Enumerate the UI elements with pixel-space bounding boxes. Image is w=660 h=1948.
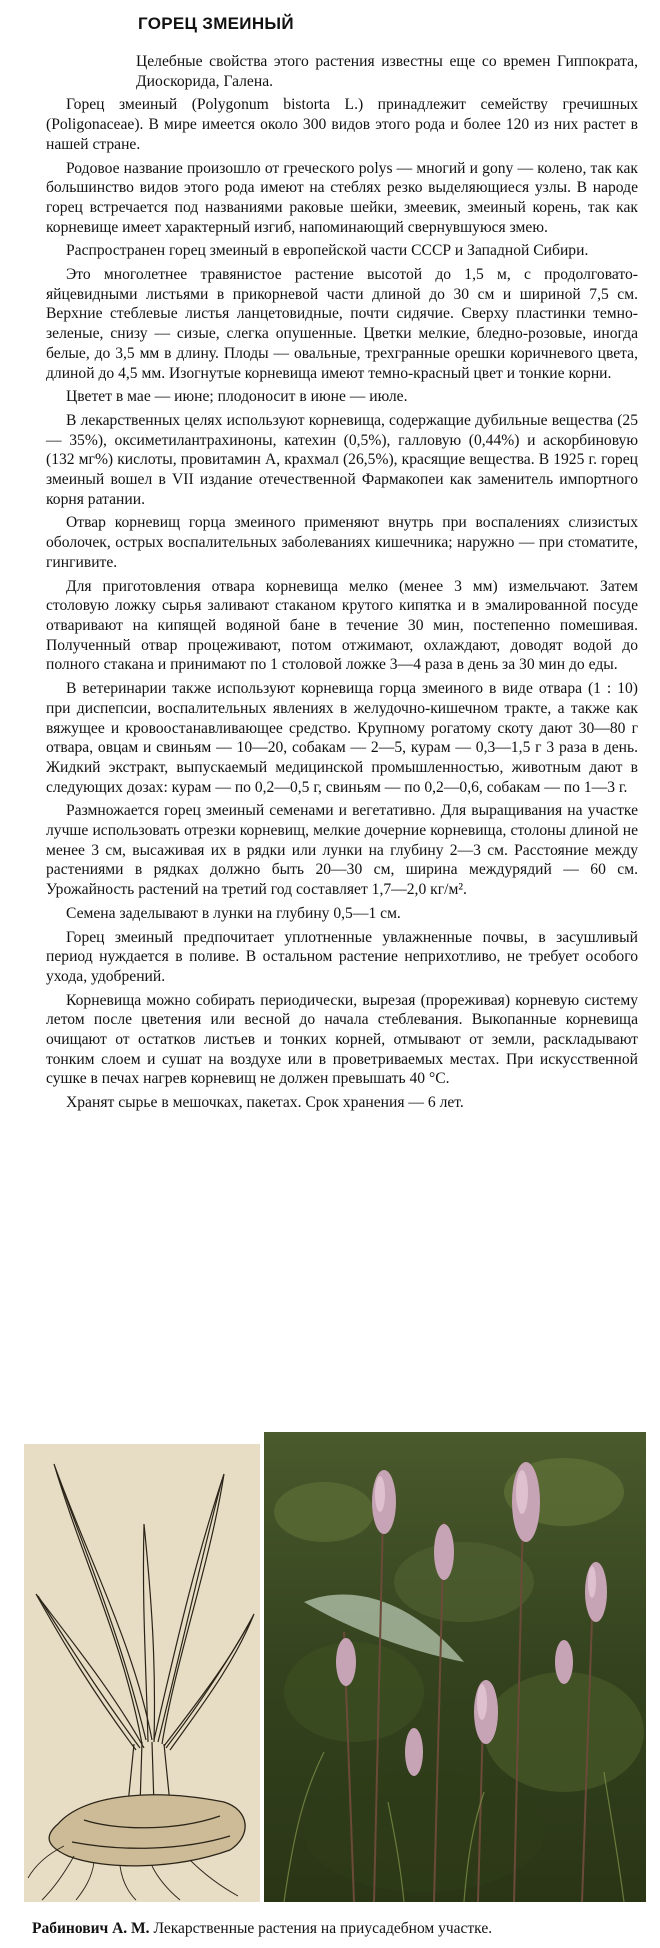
source-caption (32, 1920, 652, 1938)
paragraph-8: Отвар корневищ горца змеиного применяют внутрь при воспалениях слизистых оболочек, острых воспалительных заболеваниях кишечника; наружно — при стоматите, гингивите. (46, 514, 638, 571)
plant-drawing-illustration (24, 1444, 260, 1902)
paragraph-13: Горец змеиный предпочитает уплотненные увлажненные почвы, в засушливый период нуждается в поливе. В остальном растение неприхотливо, не требует особого ухода, удобрений. (46, 928, 638, 985)
paragraph-4: Распространен горец змеиный в европейской части СССР и Западной Сибири. (66, 242, 589, 260)
paragraph-15: Хранят сырье в мешочках, пакетах. Срок хранения — 6 лет. (66, 1094, 464, 1112)
paragraph-14: Корневища можно собирать периодически, вырезая (прореживая) корневую систему летом после цветения или весной до начала стеблевания. Выкопанные корневища очищают от остатков листьев и тонких корней, отмывают от земли, раскладывают тонким слоем и сушат на воздухе или в проветриваемых местах. При искусственной сушке в печах нагрев корневищ не должен превышать 40 °С. (46, 991, 638, 1088)
paragraph-1: Целебные свойства этого растения известны еще со времен Гиппократа, Диоскорида, Галена. (136, 53, 638, 90)
paragraph-10: В ветеринарии также используют корневища горца змеиного в виде отвара (1 : 10) при диспепсии, воспалительных явлениях в желудочно-кишечном тракте, а также как вяжущее и кровоостанавливающее средство. Крупному рогатому скоту дают 30—80 г отвара, овцам и свиньям — 10—20, собакам — 2—5, курам — 0,3—1,5 г 3 раза в день. Жидкий экстракт, выпускаемый медицинской промышленностью, животным дают в следующих дозах: курам — по 0,2—0,5 г, свиньям — по 0,2—0,6, собакам — по 1—3 г. (46, 680, 638, 796)
paragraph-9: Для приготовления отвара корневища мелко (менее 3 мм) измельчают. Затем столовую ложку сырья заливают стаканом крутого кипятка и в эмалированной посуде отваривают на кипящей водяной бане в течение 30 мин, постепенно помешивая. Полученный отвар процеживают, потом отжимают, охлаждают, доводят водой до полного стакана и принимают по 1 столовой ложке 3—4 раза в день за 30 мин до еды. (46, 577, 638, 674)
plant-photo (264, 1432, 646, 1902)
paragraph-12: Семена заделывают в лунки на глубину 0,5—1 см. (66, 904, 401, 922)
paragraph-6: Цветет в мае — июне; плодоносит в июне — июле. (66, 388, 408, 406)
article-body (46, 52, 638, 1117)
paragraph-2: Горец змеиный (Polygonum bistorta L.) принадлежит семейству гречишных (Poligonaceae). В мире имеется около 300 видов этого рода и более 120 из них растет в нашей стране. (46, 96, 638, 153)
caption-author: Рабинович А. М. (32, 1920, 150, 1937)
caption-source: Лекарственные растения на приусадебном участке. (153, 1920, 493, 1937)
paragraph-3: Родовое название произошло от греческого polys — многий и gony — колено, так как большинство видов этого рода имеют на стеблях резко выделяющиеся узлы. В народе горец встречается под названиями раковые шейки, змеевик, змеиный корень, так как корневище имеет характерный изгиб, напоминающий свернувшуюся змею. (46, 159, 638, 236)
paragraph-5: Это многолетнее травянистое растение высотой до 1,5 м, с продолговато-яйцевидными листьями в прикорневой части длиной до 30 см и шириной 7,5 см. Верхние стеблевые листья ланцетовидные, почти сидячие. Сверху пластинки темно-зеленые, снизу — сизые, слегка опушенные. Цветки мелкие, бледно-розовые, иногда белые, до 3,5 мм в длину. Плоды — овальные, трехгранные орешки коричневого цвета, длиной до 4,5 мм. Изогнутые корневища имеют темно-красный цвет и тонкие корни. (46, 266, 638, 382)
paragraph-7: В лекарственных целях используют корневища, содержащие дубильные вещества (25 — 35%), оксиметилантрахиноны, катехин (0,5%), галловую (0,44%) и аскорбиновую (132 мг%) кислоты, провитамин А, крахмал (26,5%), красящие вещества. В 1925 г. горец змеиный вошел в VII издание отечественной Фармакопеи как заменитель импортного корня ратании. (46, 411, 638, 508)
article-title: ГОРЕЦ ЗМЕИНЫЙ (138, 14, 294, 33)
figures (10, 1432, 650, 1912)
paragraph-11: Размножается горец змеиный семенами и вегетативно. Для выращивания на участке лучше использовать отрезки корневищ, мелкие дочерние корневища, столоны длиной не менее 3 см, высаживая их в рядки или лунки на глубину 2—3 см. Расстояние между растениями в рядках должно быть 20—30 см, ширина междурядий — 60 см. Урожайность растений на третий год составляет 1,7—2,0 кг/м². (46, 802, 638, 899)
